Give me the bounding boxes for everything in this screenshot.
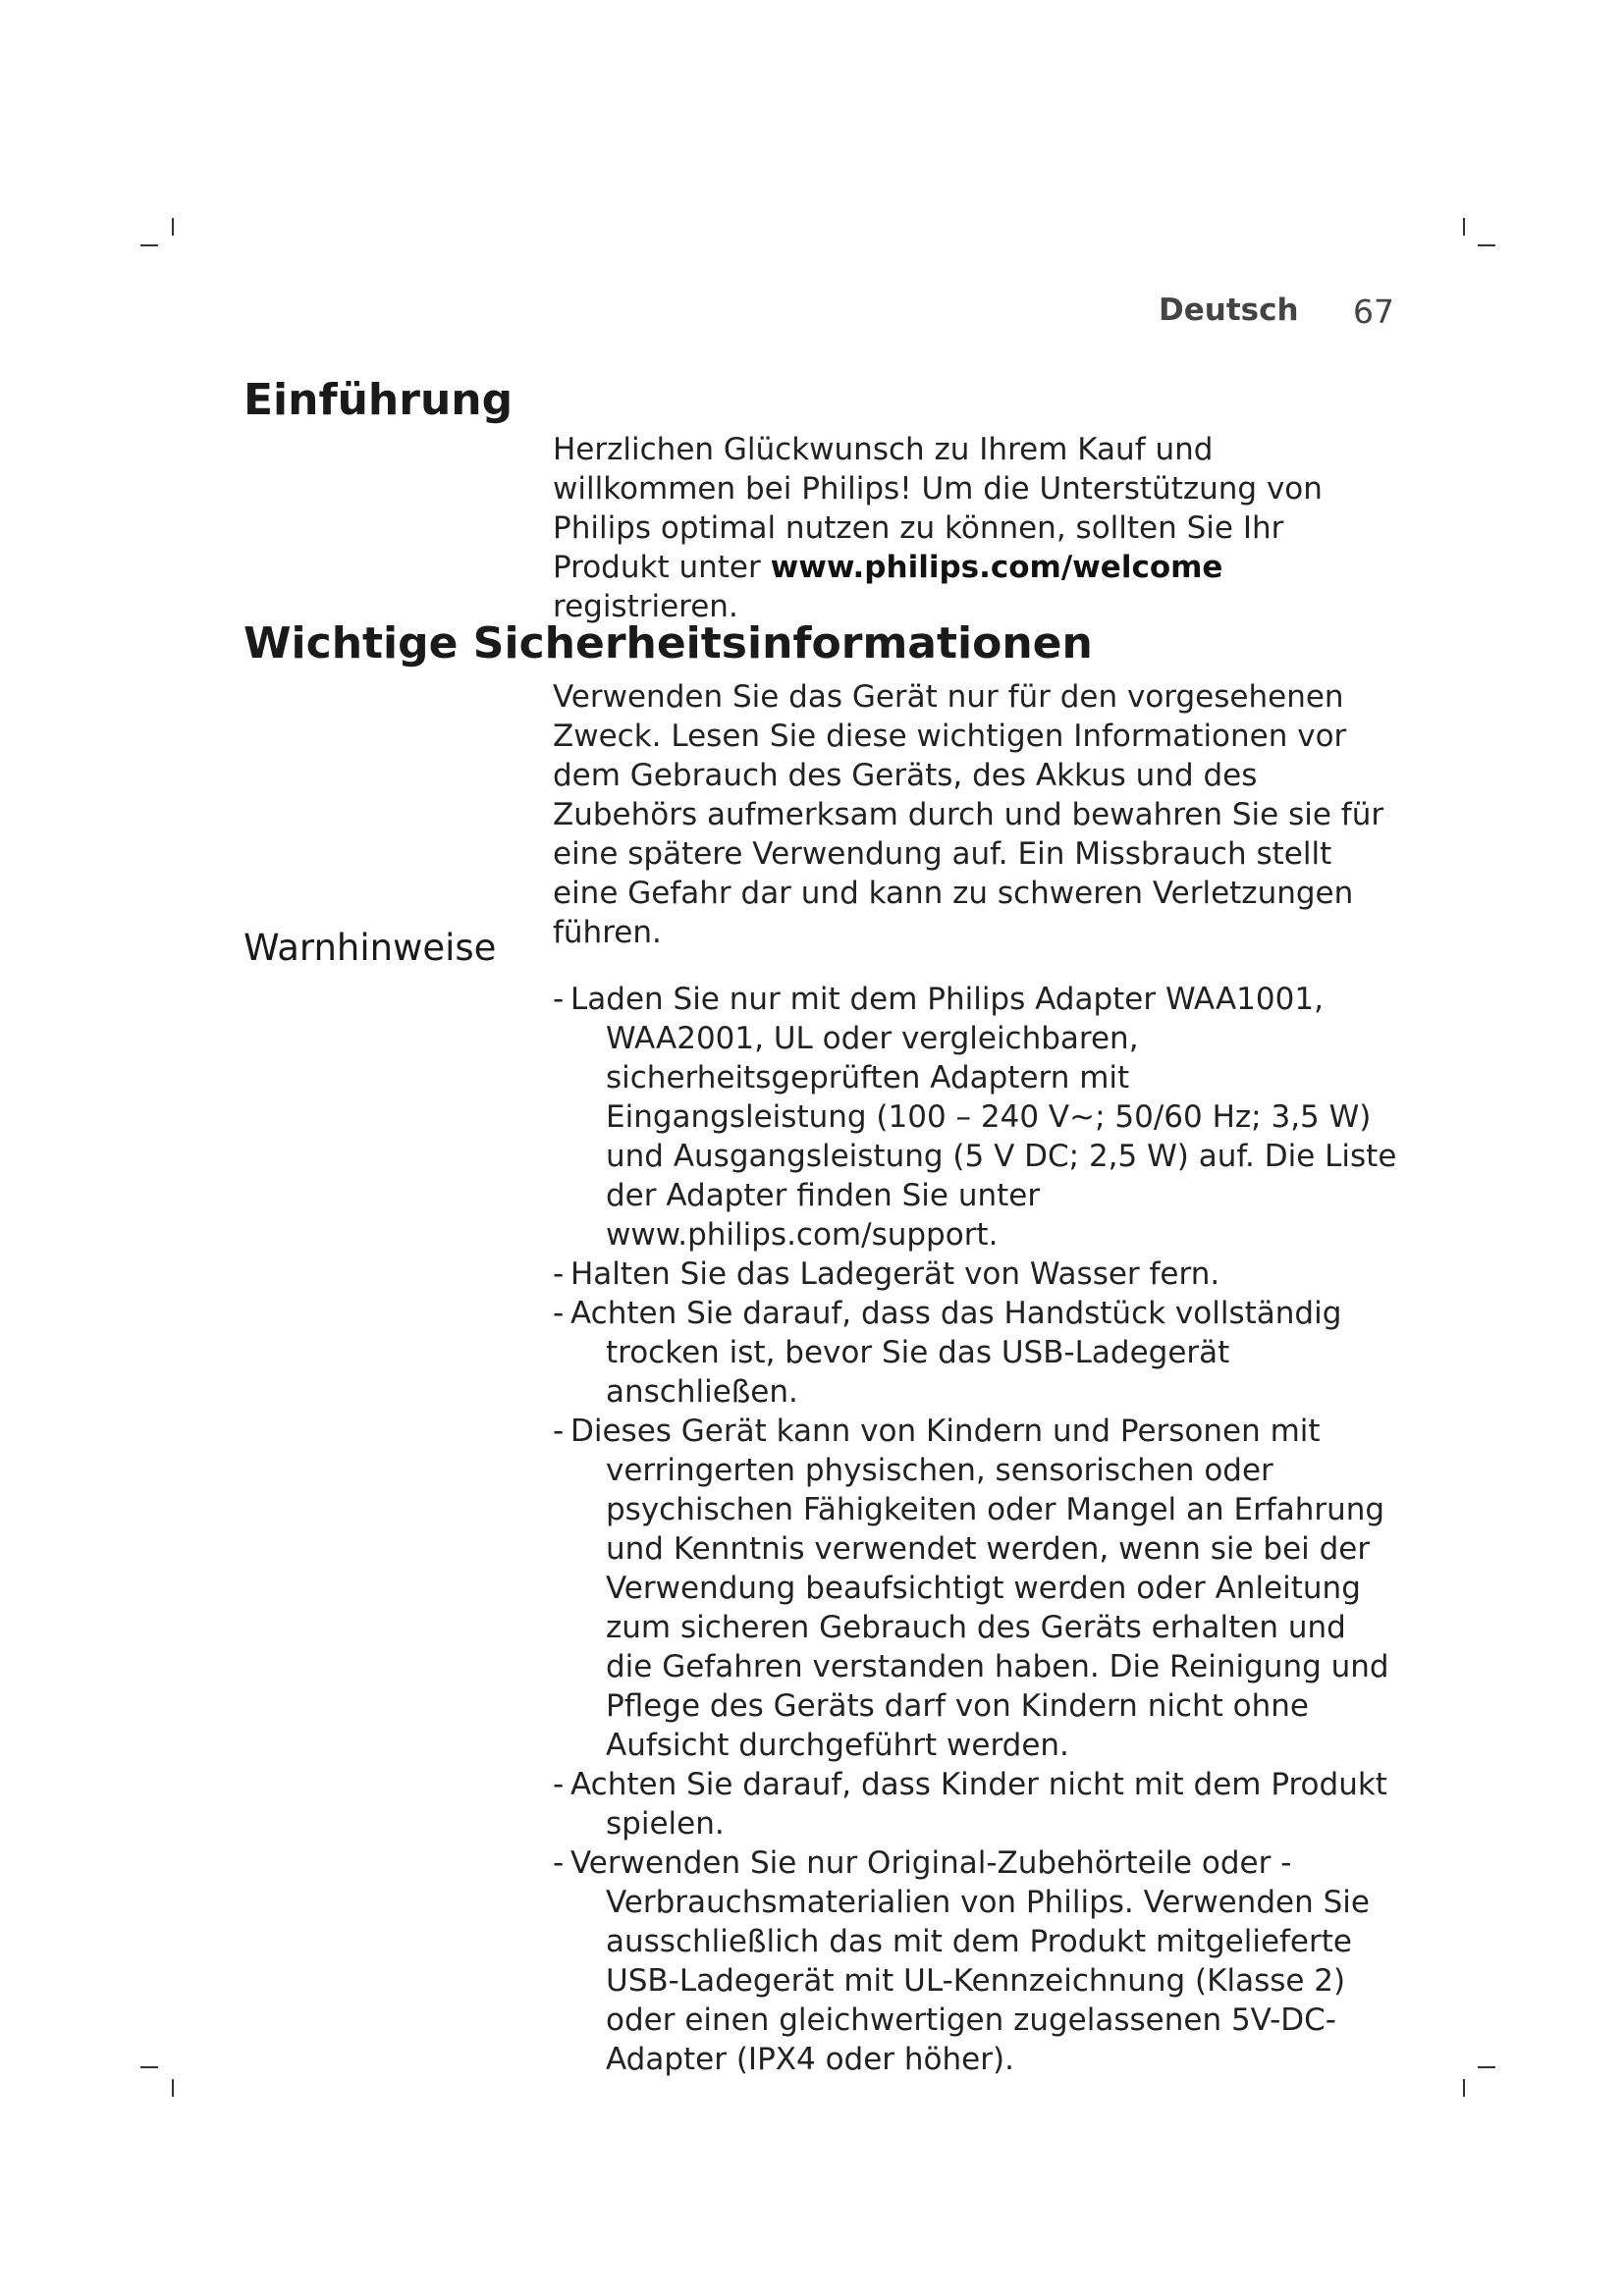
crop-mark-bottom-right-horizontal: [1478, 2066, 1495, 2068]
warning-text: Achten Sie darauf, dass das Handstück vollständig trocken ist, bevor Sie das USB-Ladegerät anschließen.: [570, 1296, 1342, 1410]
intro-paragraph: [553, 430, 1397, 626]
list-item: [553, 1294, 1397, 1412]
section-title-warnings: Warnhinweise: [244, 927, 497, 969]
welcome-url: www.philips.com/welcome: [770, 550, 1223, 585]
crop-mark-bottom-left-horizontal: [140, 2066, 158, 2068]
warning-text: Laden Sie nur mit dem Philips Adapter WAA1001, WAA2001, UL oder vergleichbaren, sicherheitsgeprüften Adaptern mit Eingangsleistung (100 – 240 V~; 50/60 Hz; 3,5 W) und Ausgangsleistung (5 V DC; 2,5 W) auf. Die Liste der Adapter finden Sie unter www.philips.com/support.: [570, 982, 1397, 1253]
crop-mark-top-right-horizontal: [1478, 244, 1495, 246]
section-title-einfuehrung: Einführung: [244, 375, 514, 425]
list-item: [553, 980, 1397, 1255]
bullet-dash: -: [553, 1256, 565, 1292]
list-item: [553, 1412, 1397, 1765]
page-number: 67: [1353, 293, 1394, 331]
warning-text: Halten Sie das Ladegerät von Wasser fern.: [570, 1256, 1220, 1292]
crop-mark-bottom-right-vertical: [1463, 2079, 1465, 2097]
warnings-list: [553, 980, 1397, 2079]
intro-text: Herzlichen Glückwunsch zu Ihrem Kauf und willkommen bei Philips! Um die Unterstützung von Philips optimal nutzen zu können, sollten Sie Ihr Produkt unter: [553, 432, 1323, 585]
crop-mark-top-left-vertical: [172, 218, 174, 236]
bullet-dash: -: [553, 982, 565, 1017]
bullet-dash: -: [553, 1296, 565, 1331]
list-item: [553, 1765, 1397, 1843]
safety-paragraph: Verwenden Sie das Gerät nur für den vorgesehenen Zweck. Lesen Sie diese wichtigen Informationen vor dem Gebrauch des Geräts, des Akkus und des Zubehörs aufmerksam durch und bewahren Sie sie für eine spätere Verwendung auf. Ein Missbrauch stellt eine Gefahr dar und kann zu schweren Verletzungen führen.: [553, 679, 1384, 950]
warning-text: Achten Sie darauf, dass Kinder nicht mit dem Produkt spielen.: [570, 1767, 1387, 1842]
header-language: Deutsch: [1159, 293, 1299, 328]
bullet-dash: -: [553, 1845, 565, 1881]
warning-text: Dieses Gerät kann von Kindern und Personen mit verringerten physischen, sensorischen oder psychischen Fähigkeiten oder Mangel an Erfahrung und Kenntnis verwendet werden, wenn sie bei der Verwendung beaufsichtigt werden oder Anleitung zum sicheren Gebrauch des Geräts erhalten und die Gefahren verstanden haben. Die Reinigung und Pflege des Geräts darf von Kindern nicht ohne Aufsicht durchgeführt werden.: [570, 1414, 1389, 1763]
intro-text-end: registrieren.: [553, 589, 738, 624]
crop-mark-top-left-horizontal: [140, 244, 158, 246]
bullet-dash: -: [553, 1414, 565, 1449]
list-item: [553, 1843, 1397, 2079]
list-item: [553, 1255, 1397, 1294]
crop-mark-top-right-vertical: [1463, 218, 1465, 236]
bullet-dash: -: [553, 1767, 565, 1802]
crop-mark-bottom-left-vertical: [172, 2079, 174, 2097]
section-title-safety: Wichtige Sicherheitsinformationen: [244, 618, 1093, 668]
warning-text: Verwenden Sie nur Original-Zubehörteile oder -Verbrauchsmaterialien von Philips. Verwenden Sie ausschließlich das mit dem Produkt mitgelieferte USB-Ladegerät mit UL-Kennzeichnung (Klasse 2) oder einen gleichwertigen zugelassenen 5V-DC-Adapter (IPX4 oder höher).: [570, 1845, 1370, 2077]
